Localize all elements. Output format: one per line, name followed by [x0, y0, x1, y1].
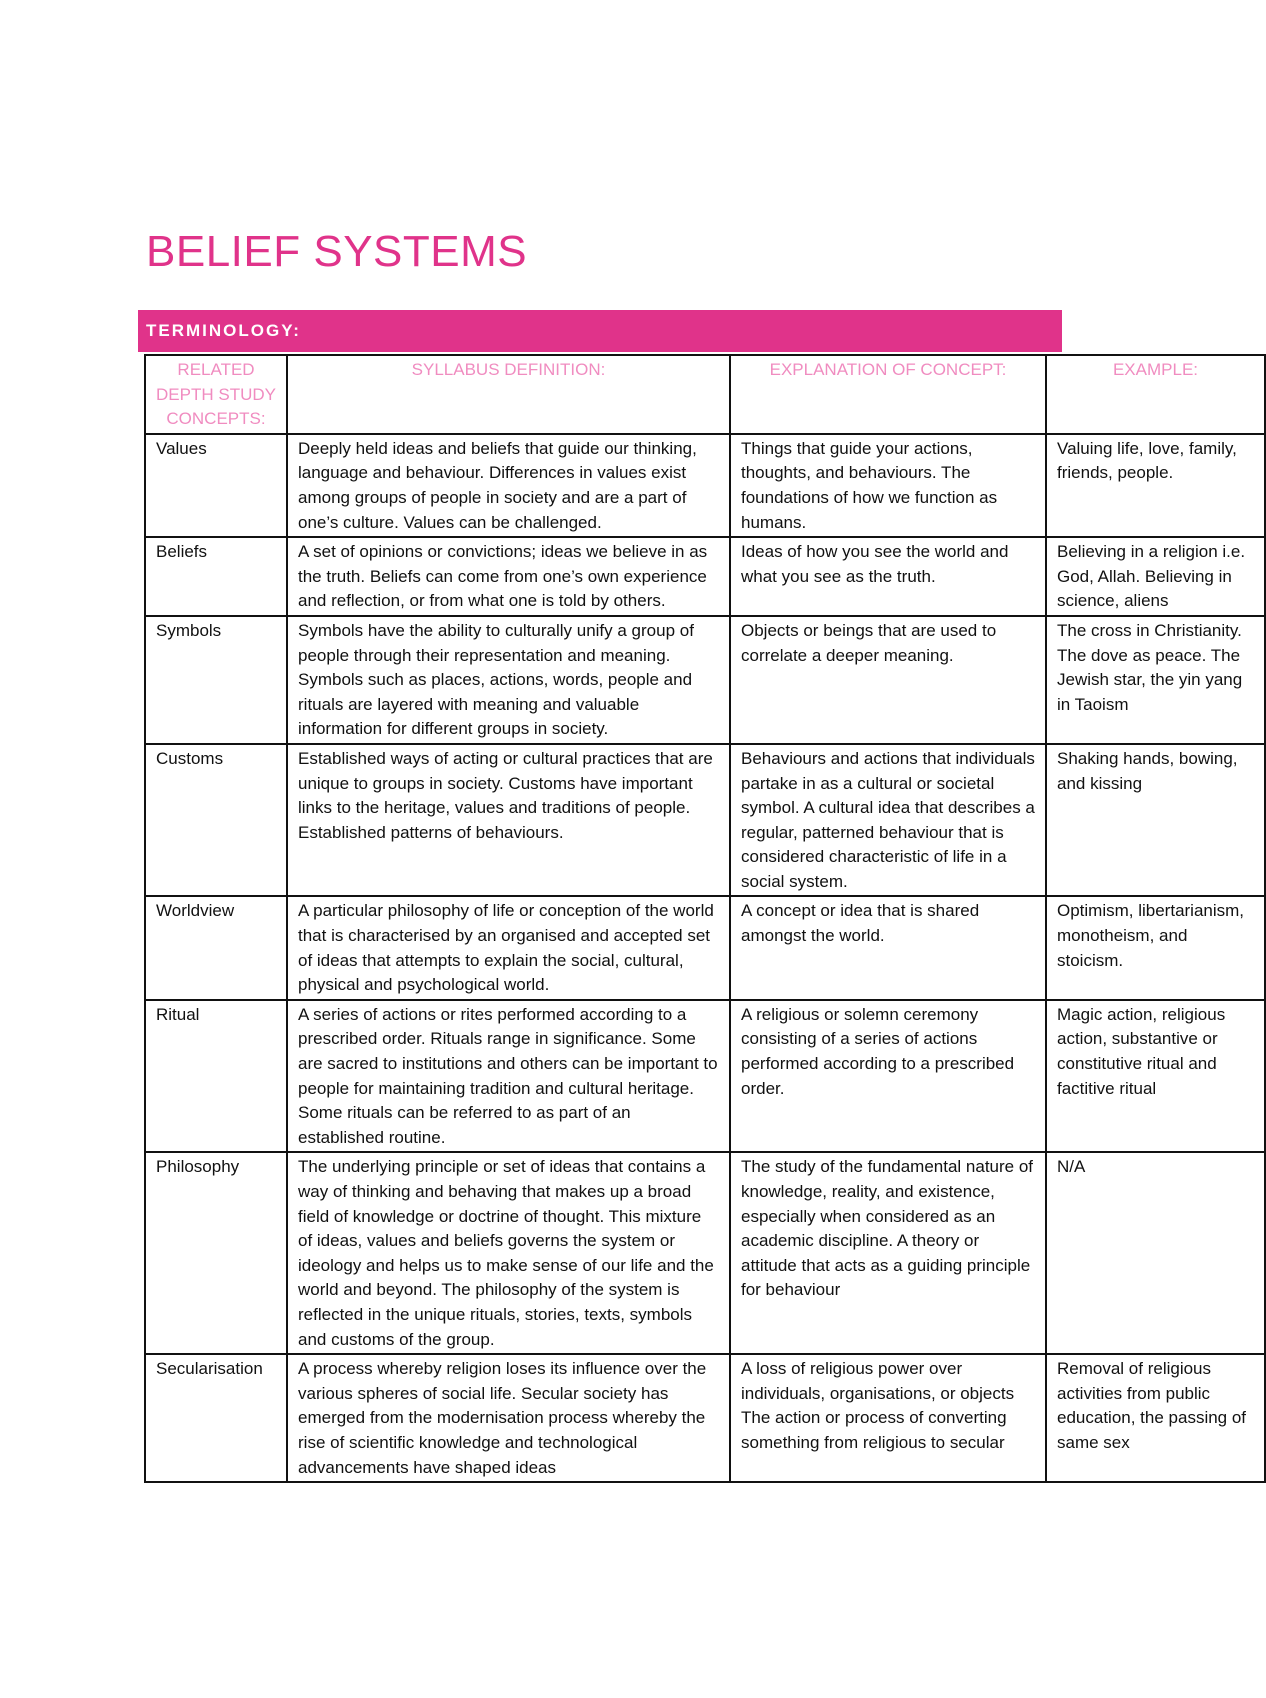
table-row [145, 1000, 1265, 1153]
example-cell: The cross in Christianity. The dove as peace. The Jewish star, the yin yang in Taoism [1046, 616, 1265, 744]
definition-cell: A set of opinions or convictions; ideas we believe in as the truth. Beliefs can come from one’s own experience and reflection, or from what one is told by others. [287, 537, 730, 616]
example-cell: Valuing life, love, family, friends, people. [1046, 434, 1265, 537]
example-cell: Believing in a religion i.e. God, Allah. Believing in science, aliens [1046, 537, 1265, 616]
header-related-concepts: RELATED DEPTH STUDY CONCEPTS: [145, 355, 287, 434]
explanation-cell: Things that guide your actions, thoughts, and behaviours. The foundations of how we function as humans. [730, 434, 1046, 537]
table-row [145, 1152, 1265, 1354]
table-row [145, 744, 1265, 897]
section-header-label: TERMINOLOGY: [146, 321, 301, 340]
example-cell: Shaking hands, bowing, and kissing [1046, 744, 1265, 897]
table-row [145, 1354, 1265, 1482]
header-syllabus-definition: SYLLABUS DEFINITION: [287, 355, 730, 434]
terminology-table-wrapper [144, 354, 1247, 1483]
example-cell: N/A [1046, 1152, 1265, 1354]
table-row [145, 616, 1265, 744]
example-cell: Magic action, religious action, substantive or constitutive ritual and factitive ritual [1046, 1000, 1265, 1153]
explanation-cell: A loss of religious power over individuals, organisations, or objects The action or process of converting something from religious to secular [730, 1354, 1046, 1482]
terminology-table [144, 354, 1266, 1483]
definition-cell: A process whereby religion loses its influence over the various spheres of social life. Secular society has emerged from the modernisation process whereby the rise of scientific knowledge and technological advancements have shaped ideas [287, 1354, 730, 1482]
term-cell: Symbols [145, 616, 287, 744]
term-cell: Secularisation [145, 1354, 287, 1482]
term-cell: Worldview [145, 896, 287, 999]
table-header-row [145, 355, 1265, 434]
header-example: EXAMPLE: [1046, 355, 1265, 434]
definition-cell: Symbols have the ability to culturally unify a group of people through their representation and meaning. Symbols such as places, actions, words, people and rituals are layered with meaning and valuable information for different groups in society. [287, 616, 730, 744]
explanation-cell: A religious or solemn ceremony consisting of a series of actions performed according to a prescribed order. [730, 1000, 1046, 1153]
definition-cell: Established ways of acting or cultural practices that are unique to groups in society. Customs have important links to the heritage, values and traditions of people. Established patterns of behaviours. [287, 744, 730, 897]
explanation-cell: Objects or beings that are used to correlate a deeper meaning. [730, 616, 1046, 744]
explanation-cell: Behaviours and actions that individuals partake in as a cultural or societal symbol. A cultural idea that describes a regular, patterned behaviour that is considered characteristic of life in a social system. [730, 744, 1046, 897]
definition-cell: A series of actions or rites performed according to a prescribed order. Rituals range in significance. Some are sacred to institutions and others can be important to people for maintaining tradition and cultural heritage. Some rituals can be referred to as part of an established routine. [287, 1000, 730, 1153]
document-title: BELIEF SYSTEMS [146, 227, 528, 276]
example-cell: Removal of religious activities from public education, the passing of same sex [1046, 1354, 1265, 1482]
table-row [145, 434, 1265, 537]
section-header-bar [138, 310, 1062, 352]
term-cell: Values [145, 434, 287, 537]
term-cell: Ritual [145, 1000, 287, 1153]
table-row [145, 896, 1265, 999]
table-row [145, 537, 1265, 616]
definition-cell: A particular philosophy of life or conception of the world that is characterised by an organised and accepted set of ideas that attempts to explain the social, cultural, physical and psychological world. [287, 896, 730, 999]
term-cell: Customs [145, 744, 287, 897]
definition-cell: Deeply held ideas and beliefs that guide our thinking, language and behaviour. Differences in values exist among groups of people in society and are a part of one’s culture. Values can be challenged. [287, 434, 730, 537]
header-explanation: EXPLANATION OF CONCEPT: [730, 355, 1046, 434]
explanation-cell: The study of the fundamental nature of knowledge, reality, and existence, especially when considered as an academic discipline. A theory or attitude that acts as a guiding principle for behaviour [730, 1152, 1046, 1354]
term-cell: Beliefs [145, 537, 287, 616]
explanation-cell: A concept or idea that is shared amongst the world. [730, 896, 1046, 999]
term-cell: Philosophy [145, 1152, 287, 1354]
definition-cell: The underlying principle or set of ideas that contains a way of thinking and behaving that makes up a broad field of knowledge or doctrine of thought. This mixture of ideas, values and beliefs governs the system or ideology and helps us to make sense of our life and the world and beyond. The philosophy of the system is reflected in the unique rituals, stories, texts, symbols and customs of the group. [287, 1152, 730, 1354]
explanation-cell: Ideas of how you see the world and what you see as the truth. [730, 537, 1046, 616]
example-cell: Optimism, libertarianism, monotheism, and stoicism. [1046, 896, 1265, 999]
